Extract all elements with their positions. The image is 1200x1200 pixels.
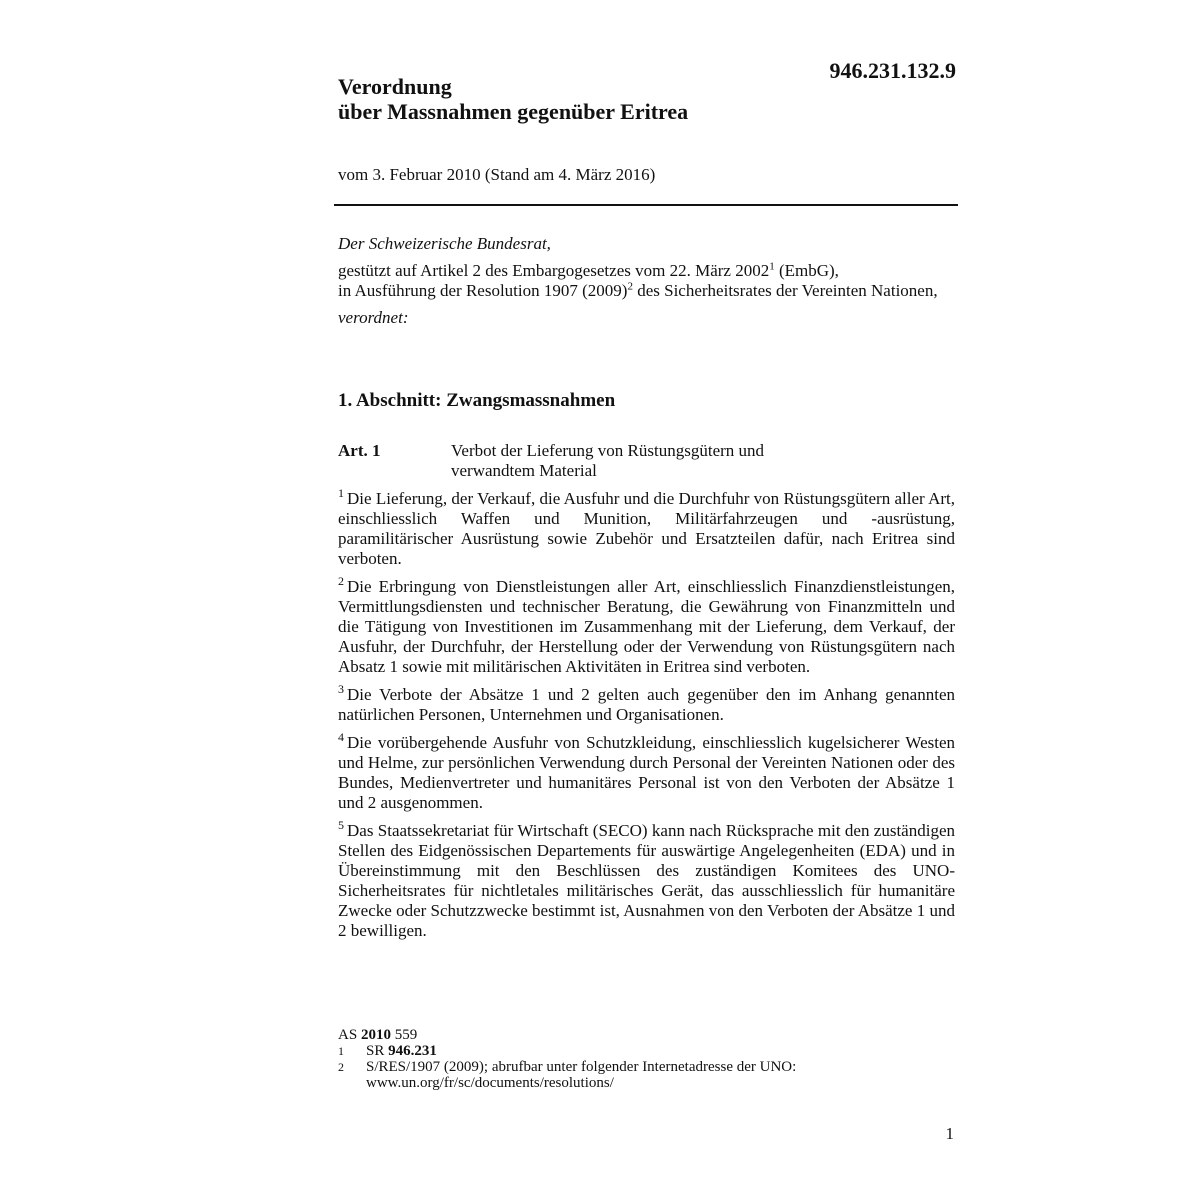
fn2-line-1: S/RES/1907 (2009); abrufbar unter folgender Internetadresse der UNO:	[366, 1059, 797, 1075]
fn1-ref[interactable]: 946.231	[388, 1043, 437, 1059]
article-label: Art. 1	[338, 441, 381, 460]
basis-1-suffix: (EmbG),	[774, 261, 839, 280]
paragraph-4	[338, 730, 955, 813]
as-page: 559	[390, 1027, 418, 1043]
footnote-ref-2[interactable]: 2	[627, 280, 633, 293]
article-title-line-2: verwandtem Material	[451, 461, 597, 480]
paragraph-number: 3	[338, 682, 344, 697]
paragraph-number: 2	[338, 574, 344, 589]
paragraph-number: 5	[338, 818, 344, 833]
paragraph-number: 4	[338, 730, 344, 745]
paragraph-text: Die vorübergehende Ausfuhr von Schutzkleidung, einschliesslich kugelsicherer Westen und Helme, zur persönlichen Verwendung durch Personal der Vereinten Nationen oder des Bundes, Medienvertreter und humanitäres Personal ist von den Verboten der Absätze 1 und 2 ausgenommen.	[338, 733, 955, 812]
article-paragraphs	[338, 486, 955, 949]
footnote-text	[366, 1059, 958, 1091]
article-title	[451, 441, 831, 481]
section-title: 1. Abschnitt: Zwangsmassnahmen	[338, 390, 616, 411]
paragraph-text: Die Verbote der Absätze 1 und 2 gelten auch gegenüber den im Anhang genannten natürlichen Personen, Unternehmen und Organisationen.	[338, 685, 955, 724]
fn2-url[interactable]: www.un.org/fr/sc/documents/resolutions/	[366, 1075, 614, 1091]
as-year: 2010	[360, 1027, 391, 1043]
paragraph-5	[338, 818, 955, 941]
ordinance-date: vom 3. Februar 2010 (Stand am 4. März 2016)	[338, 165, 656, 184]
paragraph-1	[338, 486, 955, 569]
header-divider	[334, 204, 958, 206]
basis-1-text: gestützt auf Artikel 2 des Embargogesetzes vom 22. März 2002	[338, 261, 770, 280]
paragraph-3	[338, 682, 955, 725]
footnotes	[338, 1027, 958, 1091]
preamble-basis-1	[338, 261, 958, 281]
official-collection-ref	[338, 1027, 958, 1043]
preamble-verb: verordnet:	[338, 308, 409, 327]
sr-number: 946.231.132.9	[829, 58, 956, 83]
paragraph-text: Das Staatssekretariat für Wirtschaft (SECO) kann nach Rücksprache mit den zuständigen Stellen des Eidgenössischen Departements für auswärtige Angelegenheiten (EDA) und in Übereinstimmung mit den Beschlüssen des zuständigen Komitees des UNO-Sicherheitsrates für nichtletales militärisches Gerät, das ausschliesslich für humanitäre Zwecke oder Schutzzwecke bestimmt ist, Ausnahmen von den Verboten der Absätze 1 und 2 bewilligen.	[338, 821, 955, 940]
paragraph-2	[338, 574, 955, 677]
preamble	[338, 234, 958, 328]
footnote-number: 1	[338, 1044, 344, 1058]
basis-2-text: in Ausführung der Resolution 1907 (2009)	[338, 281, 628, 300]
preamble-authority: Der Schweizerische Bundesrat,	[338, 234, 551, 253]
paragraph-number: 1	[338, 486, 344, 501]
footnote-number: 2	[338, 1060, 344, 1074]
paragraph-text: Die Erbringung von Dienstleistungen aller Art, einschliesslich Finanzdienstleistungen, Vermittlungsdiensten und technischer Beratung, die Gewährung von Finanzmitteln und die Tätigung von Investitionen im Zusammenhang mit der Lieferung, dem Verkauf, der Ausfuhr, der Durchfuhr, der Herstellung oder der Verwendung von Rüstungsgütern nach Absatz 1 sowie mit militärischen Aktivitäten in Eritrea sind verboten.	[338, 577, 955, 676]
basis-2-suffix: des Sicherheitsrates der Vereinten Nationen,	[632, 281, 938, 300]
as-prefix: AS	[338, 1027, 361, 1043]
title-line-1: Verordnung	[338, 74, 452, 99]
paragraph-text: Die Lieferung, der Verkauf, die Ausfuhr und die Durchfuhr von Rüstungsgütern aller Art, einschliesslich Waffen und Munition, Militärfahrzeugen und -ausrüstung, paramilitärischer Ausrüstung sowie Zubehör und Ersatzteilen dafür, nach Eritrea sind verboten.	[338, 489, 955, 568]
title-line-2: über Massnahmen gegenüber Eritrea	[338, 99, 689, 124]
footnote-2	[338, 1059, 958, 1091]
page-number: 1	[945, 1124, 954, 1143]
fn1-prefix: SR	[366, 1043, 389, 1059]
footnote-text	[366, 1043, 958, 1059]
article-title-line-1: Verbot der Lieferung von Rüstungsgütern und	[451, 441, 765, 460]
footnote-ref-1[interactable]: 1	[769, 260, 775, 273]
ordinance-title	[338, 74, 688, 124]
preamble-basis-2	[338, 281, 958, 301]
footnote-1	[338, 1043, 958, 1059]
